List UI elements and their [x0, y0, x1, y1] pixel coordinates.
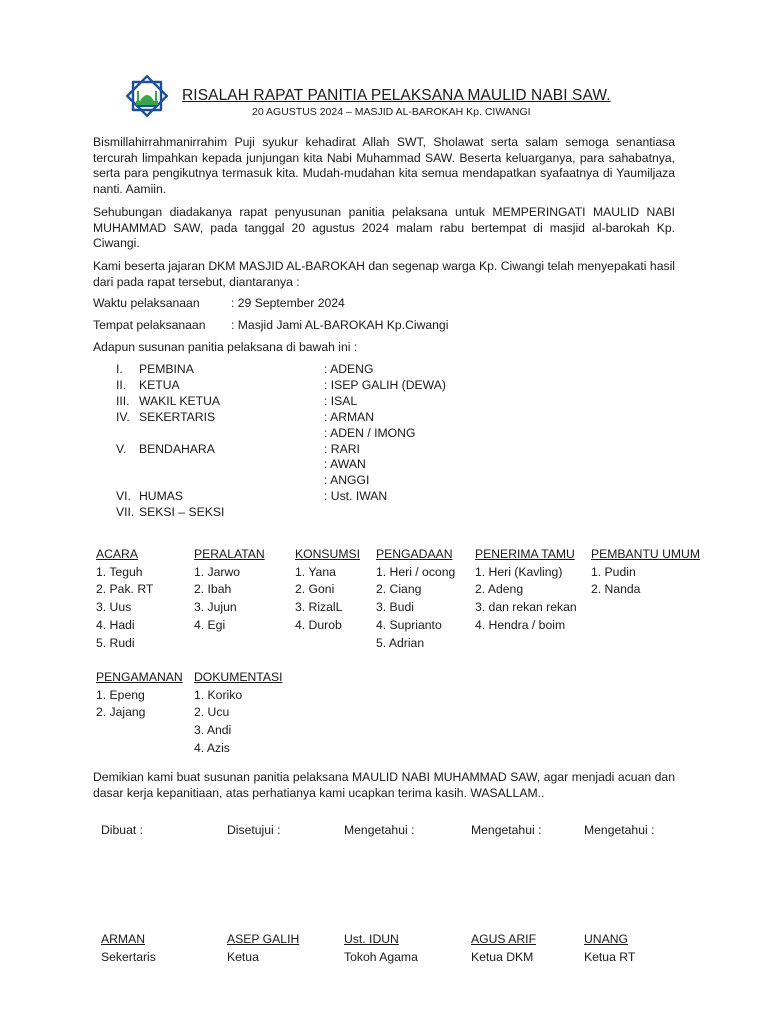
- section-member: 3. dan rekan rekan: [475, 600, 577, 615]
- place-label: Tempat pelaksanaan: [93, 318, 206, 332]
- org-value: : ANGGI: [324, 473, 370, 488]
- signature-label: Mengetahui :: [471, 823, 542, 837]
- document-subtitle: 20 AGUSTUS 2024 – MASJID AL-BAROKAH Kp. CIWANGI: [252, 106, 531, 118]
- org-value: : ISAL: [324, 393, 358, 408]
- meeting-paragraph: Sehubungan diadakanya rapat penyusunan panitia pelaksana untuk MEMPERINGATI MAULID NABI MUHAMMAD SAW, pada tanggal 20 agustus 2024 malam rabu bertempat di masjid al-barokah Kp. Ciwangi.: [93, 205, 675, 251]
- section-title: PENERIMA TAMU: [475, 547, 575, 561]
- section-title: PEMBANTU UMUM: [591, 547, 701, 561]
- section-member: 1. Jarwo: [194, 564, 241, 579]
- section-member: 2. Nanda: [591, 582, 641, 597]
- signature-label: Mengetahui :: [344, 823, 415, 837]
- section-member: 5. Rudi: [96, 635, 135, 650]
- section-member: 1. Teguh: [96, 564, 143, 579]
- section-member: 2. Adeng: [475, 582, 524, 597]
- org-number: VII.: [116, 505, 135, 520]
- section-member: 4. Azis: [194, 740, 230, 755]
- org-value: : ISEP GALIH (DEWA): [324, 377, 446, 392]
- org-number: I.: [116, 362, 123, 376]
- section-member: 2. Jajang: [96, 705, 146, 720]
- committee-intro: Adapun susunan panitia pelaksana di bawah ini :: [93, 340, 358, 354]
- section-member: 1. Pudin: [591, 564, 636, 579]
- section-column: [376, 546, 455, 652]
- time-label: Waktu pelaksanaan: [93, 296, 200, 310]
- section-column: [96, 546, 153, 652]
- section-member: 1. Heri (Kavling): [475, 564, 563, 579]
- org-value: : ARMAN: [324, 409, 375, 424]
- signature-name: UNANG: [584, 932, 629, 946]
- signature-name: Ust. IDUN: [344, 932, 399, 946]
- section-member: 3. Jujun: [194, 600, 237, 615]
- section-column: [591, 546, 700, 599]
- section-column: [194, 546, 265, 635]
- signature-role: Sekertaris: [101, 950, 156, 964]
- org-value: : AWAN: [324, 457, 366, 472]
- signature-label: Dibuat :: [101, 823, 144, 837]
- section-member: 4. Durob: [295, 617, 342, 632]
- org-role: SEKSI – SEKSI: [139, 505, 225, 520]
- section-column: [475, 546, 577, 635]
- org-role: KETUA: [139, 377, 180, 392]
- section-member: 3. Uus: [96, 600, 132, 615]
- section-member: 1. Heri / ocong: [376, 564, 456, 579]
- signature-name: ASEP GALIH: [227, 932, 300, 946]
- signature-name: ARMAN: [101, 932, 146, 946]
- section-member: 1. Yana: [295, 564, 336, 579]
- section-column: [96, 669, 183, 722]
- section-title: DOKUMENTASI: [194, 670, 283, 684]
- section-member: 4. Hadi: [96, 617, 135, 632]
- place-value: : Masjid Jami AL-BAROKAH Kp.Ciwangi: [231, 318, 449, 332]
- section-member: 2. Ucu: [194, 705, 230, 720]
- closing-paragraph: Demikian kami buat susunan panitia pelaksana MAULID NABI MUHAMMAD SAW, agar menjadi acuan dan dasar kerja kepanitiaan, atas perhatianya kami ucapkan terima kasih. WASALLAM..: [93, 770, 675, 800]
- opening-paragraph: Bismillahirrahmanirrahim Puji syukur kehadirat Allah SWT, Sholawat serta salam semoga senantiasa tercurah limpahkan kepada junjungan kita Nabi Muhammad SAW. Beserta keluarganya, para sahabatnya, serta para pengikutnya termasuk kita. Mudah-mudahan kita semua mendapatkan syafaatnya di Yaumiljaza nanti. Aamiin.: [93, 135, 675, 196]
- signature-label: Disetujui :: [227, 823, 281, 837]
- section-title: PENGAMANAN: [96, 670, 183, 684]
- section-title: PENGADAAN: [376, 547, 453, 561]
- section-member: 3. Andi: [194, 723, 232, 738]
- signature-role: Ketua RT: [584, 950, 636, 964]
- section-member: 5. Adrian: [376, 635, 425, 650]
- time-value: : 29 September 2024: [231, 296, 345, 310]
- section-title: ACARA: [96, 547, 138, 561]
- org-role: WAKIL KETUA: [139, 393, 221, 408]
- section-member: 4. Suprianto: [376, 617, 442, 632]
- section-member: 3. RizalL: [295, 600, 343, 615]
- section-column: [194, 669, 282, 758]
- section-column: [295, 546, 360, 635]
- org-number: IV.: [116, 409, 130, 424]
- section-member: 2. Pak. RT: [96, 582, 154, 597]
- org-number: VI.: [116, 489, 131, 504]
- org-role: SEKERTARIS: [139, 409, 216, 424]
- org-role: BENDAHARA: [139, 441, 215, 456]
- signature-label: Mengetahui :: [584, 823, 655, 837]
- section-member: 3. Budi: [376, 600, 414, 615]
- org-value: : RARI: [324, 441, 360, 456]
- section-member: 4. Hendra / boim: [475, 617, 566, 632]
- section-member: 1. Koriko: [194, 687, 243, 702]
- org-number: III.: [116, 393, 130, 408]
- signature-name: AGUS ARIF: [471, 932, 537, 946]
- section-title: KONSUMSI: [295, 547, 361, 561]
- signature-role: Tokoh Agama: [344, 950, 418, 964]
- mosque-logo-icon: [124, 73, 170, 119]
- document-title: RISALAH RAPAT PANITIA PELAKSANA MAULID NABI SAW.: [182, 87, 611, 104]
- org-value: : ADENG: [324, 362, 374, 376]
- signature-role: Ketua: [227, 950, 259, 964]
- agreement-paragraph: Kami beserta jajaran DKM MASJID AL-BAROKAH dan segenap warga Kp. Ciwangi telah menyepakati hasil dari pada rapat tersebut, diantaranya :: [93, 259, 675, 289]
- org-number: II.: [116, 377, 127, 392]
- section-member: 2. Ibah: [194, 582, 232, 597]
- org-value: : Ust. IWAN: [324, 489, 388, 504]
- section-member: 2. Goni: [295, 582, 335, 597]
- org-role: HUMAS: [139, 489, 184, 504]
- section-member: 1. Epeng: [96, 687, 145, 702]
- section-member: 2. Ciang: [376, 582, 422, 597]
- org-number: V.: [116, 441, 127, 456]
- org-value: : ADEN / IMONG: [324, 425, 416, 440]
- org-role: PEMBINA: [139, 362, 194, 376]
- signature-role: Ketua DKM: [471, 950, 534, 964]
- section-member: 4. Egi: [194, 617, 226, 632]
- section-title: PERALATAN: [194, 547, 265, 561]
